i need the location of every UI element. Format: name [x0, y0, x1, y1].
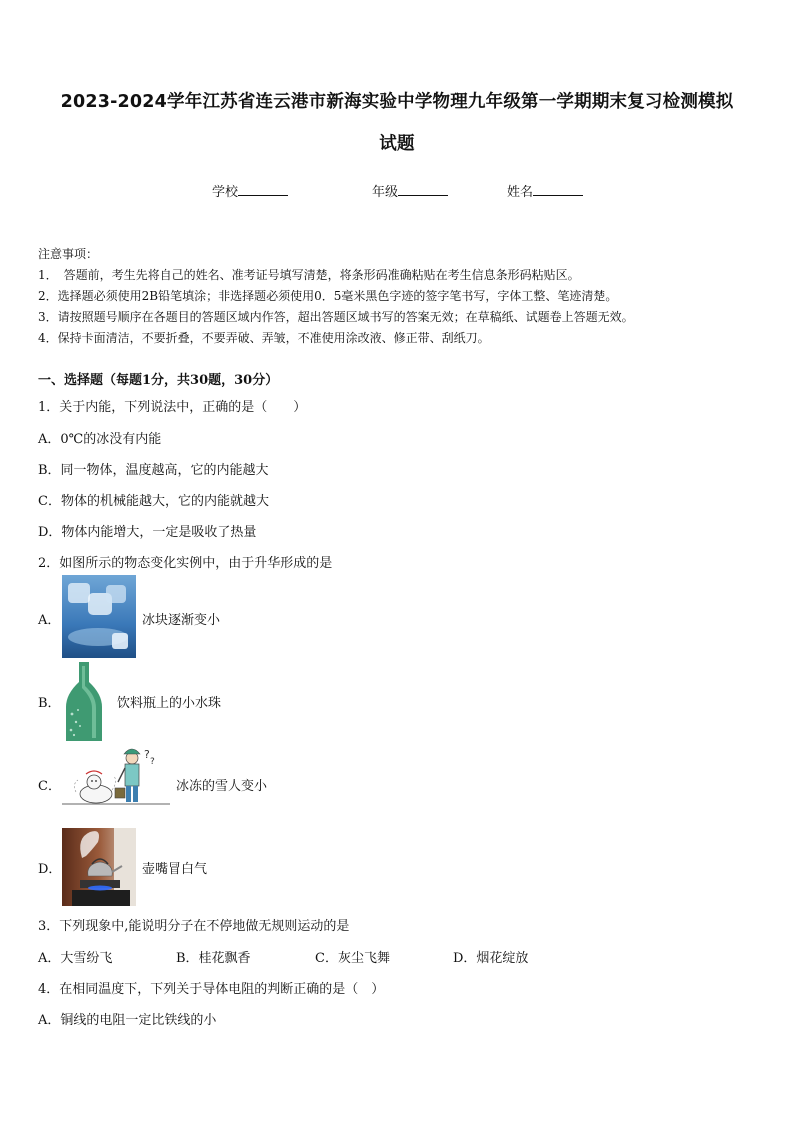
grade-blank: [398, 182, 448, 196]
notice-item-3: 3．请按照题号顺序在各题目的答题区域内作答，超出答题区域书写的答案无效；在草稿纸、试题卷上答题无效。: [38, 310, 634, 324]
school-label: 学校: [212, 185, 239, 200]
q2-stem: 2．如图所示的物态变化实例中，由于升华形成的是: [38, 556, 333, 571]
q3-option-a: A．大雪纷飞: [38, 951, 113, 966]
snowman-icon: [62, 744, 170, 810]
q2-option-a-text: 冰块逐渐变小: [142, 613, 221, 628]
q4-stem: 4．在相同温度下，下列关于导体电阻的判断正确的是（ ）: [38, 982, 385, 997]
q3-stem: 3．下列现象中,能说明分子在不停地做无规则运动的是: [38, 919, 350, 934]
q1-stem: 1．关于内能，下列说法中，正确的是（ ）: [38, 400, 307, 415]
svg-text:?: ?: [144, 748, 150, 761]
notice-item-2: 2．选择题必须使用2B铅笔填涂；非选择题必须使用0．5毫米黑色字迹的签字笔书写，字体工整、笔迹清楚。: [38, 289, 618, 303]
kettle-icon: [62, 828, 136, 906]
q4-option-a: A．铜线的电阻一定比铁线的小: [38, 1013, 217, 1028]
q3-option-d: D．烟花绽放: [453, 951, 529, 966]
q2-option-c-letter: C．: [38, 779, 61, 794]
school-blank: [238, 182, 288, 196]
grade-label: 年级: [372, 185, 399, 200]
q2-option-d-letter: D．: [38, 862, 62, 877]
notice-heading: 注意事项：: [38, 247, 99, 261]
bottle-icon: [62, 662, 106, 741]
name-label: 姓名: [507, 185, 534, 200]
q1-option-a: A．0℃的冰没有内能: [38, 432, 162, 447]
notice-item-4: 4．保持卡面清洁，不要折叠，不要弄破、弄皱，不准使用涂改液、修正带、刮纸刀。: [38, 331, 490, 345]
document-title-line1: 2023-2024学年江苏省连云港市新海实验中学物理九年级第一学期期末复习检测模拟: [60, 92, 734, 112]
q1-option-c: C．物体的机械能越大，它的内能就越大: [38, 494, 269, 509]
q3-option-b: B．桂花飘香: [176, 951, 251, 966]
q1-option-b: B．同一物体，温度越高，它的内能越大: [38, 463, 269, 478]
q2-option-c-text: 冰冻的雪人变小: [176, 779, 268, 794]
q2-option-b-letter: B．: [38, 696, 61, 711]
q2-option-b-text: 饮料瓶上的小水珠: [117, 696, 222, 711]
q2-option-a-letter: A．: [38, 613, 61, 628]
q2-option-d-text: 壶嘴冒白气: [142, 862, 208, 877]
q1-option-d: D．物体内能增大，一定是吸收了热量: [38, 525, 257, 540]
q3-option-c: C．灰尘飞舞: [315, 951, 390, 966]
section-heading: 一、选择题（每题1分，共30题，30分）: [38, 373, 279, 388]
name-field: [507, 181, 583, 200]
name-blank: [533, 182, 583, 196]
svg-text:?: ?: [150, 757, 155, 767]
document-title-line2: 试题: [379, 134, 415, 154]
school-field: [212, 181, 288, 200]
grade-field: [372, 181, 448, 200]
notice-item-1: 1． 答题前，考生先将自己的姓名、准考证号填写清楚，将条形码准确粘贴在考生信息条形码粘贴区。: [38, 268, 580, 282]
ice-cubes-icon: [62, 575, 136, 658]
